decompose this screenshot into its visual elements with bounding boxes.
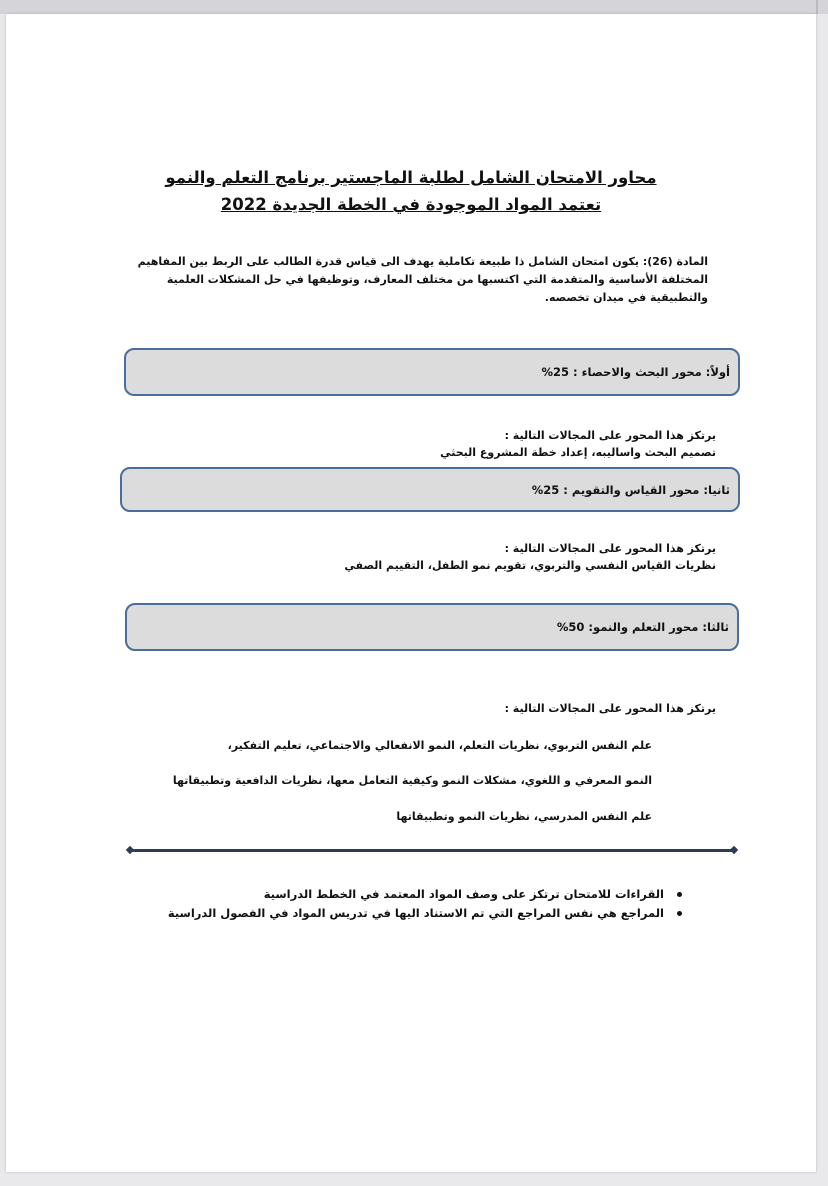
document-title: محاور الامتحان الشامل لطلبة الماجستير برنامج التعلم والنمو [165, 168, 657, 187]
section-divider [130, 849, 734, 852]
article-26-paragraph: المادة (26): يكون امتحان الشامل ذا طبيعة تكاملية يهدف الى قياس قدرة الطالب على الربط بين المفاهيم المختلفة الأساسية والمتقدمة التي اكتسبها من مختلف المعارف، وتوظيفها في حل المشكلات العلمية والتطبيقية في ميدان تخصصه. [137, 255, 708, 304]
notes-list-item: المراجع هي نفس المراجع التي تم الاستناد اليها في تدريس المواد في الفصول الدراسية [126, 904, 686, 923]
section-3-heading: ثالثا: محور التعلم والنمو: 50% [556, 620, 729, 634]
section-3-item: النمو المعرفي و اللغوي، مشكلات النمو وكيفية التعامل معها، نظريات الدافعية وتطبيقاتها [172, 774, 652, 787]
section-2-item: نظريات القياس النفسي والتربوي، تقويم نمو الطفل، التقييم الصفي [344, 559, 716, 572]
section-3-lead: يرتكز هذا المحور على المجالات التالية : [504, 702, 716, 715]
document-subtitle: تعتمد المواد الموجودة في الخطة الجديدة 2022 [220, 195, 602, 214]
notes-list [126, 885, 686, 923]
section-1-heading-box [124, 348, 740, 396]
section-2-heading-box [120, 467, 740, 512]
section-1-heading: أولاً: محور البحث والاحصاء : 25% [541, 365, 730, 379]
section-3-heading-box [125, 603, 739, 651]
section-1-item: تصميم البحث واساليبه، إعداد خطة المشروع البحثي [440, 446, 716, 459]
section-3-item: علم النفس المدرسي، نظريات النمو وتطبيقاتها [396, 810, 652, 823]
section-2-heading: ثانيا: محور القياس والتقويم : 25% [531, 482, 730, 497]
section-1-lead: يرتكز هذا المحور على المجالات التالية : [504, 429, 716, 442]
notes-list-item: القراءات للامتحان ترتكز على وصف المواد المعتمد في الخطط الدراسية [126, 885, 686, 904]
section-3-item: علم النفس التربوي، نظريات التعلم، النمو الانفعالي والاجتماعي، تعليم التفكير، [227, 739, 652, 752]
window-top-strip [0, 0, 828, 14]
scrollbar-edge [816, 0, 818, 14]
section-2-lead: يرتكز هذا المحور على المجالات التالية : [504, 542, 716, 555]
document-page [6, 14, 816, 1172]
